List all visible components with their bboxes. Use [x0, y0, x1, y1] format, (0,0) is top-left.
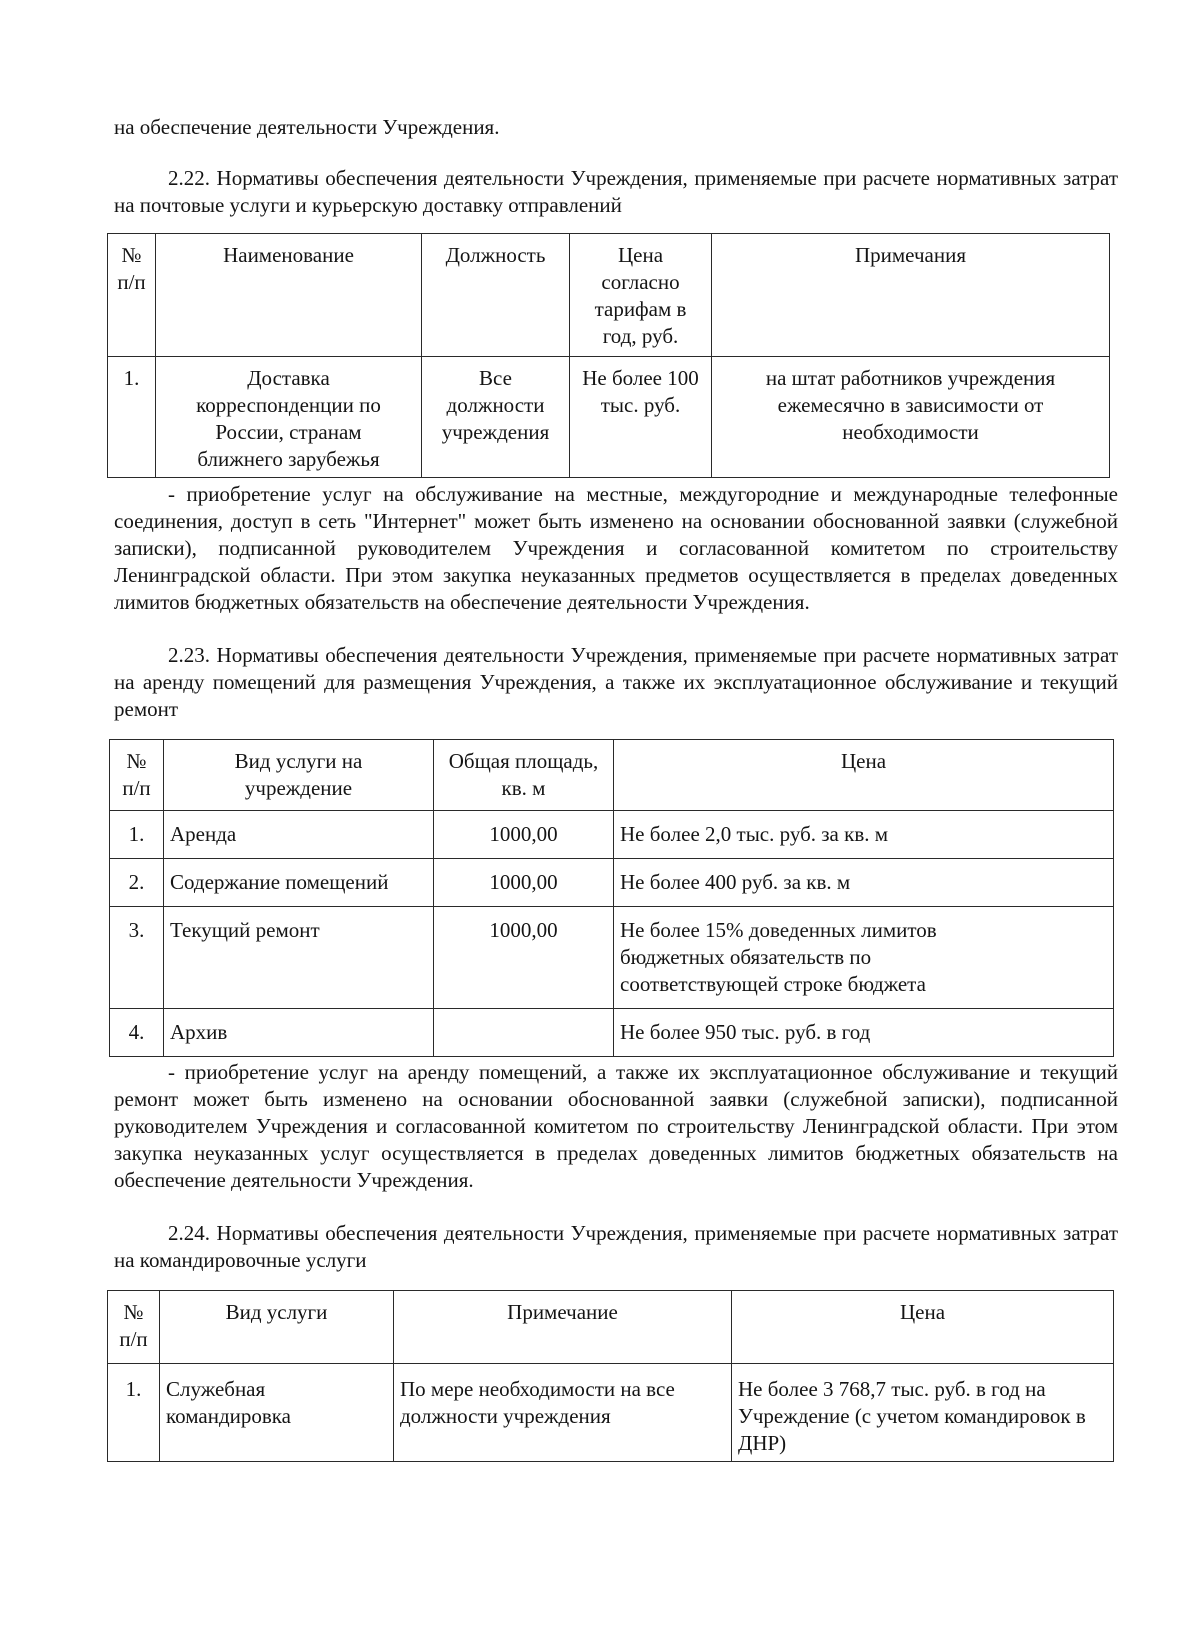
table-cell: 3.: [110, 907, 164, 1009]
table-header-row: [108, 1291, 1114, 1364]
table-cell: Текущий ремонт: [164, 907, 434, 1009]
table-cell: на штат работников учреждения ежемесячно в зависимости от необходимости: [712, 357, 1110, 478]
header-cell: Вид услуги: [160, 1291, 394, 1364]
postal-services-table: [107, 233, 1110, 478]
header-cell: Должность: [422, 234, 570, 357]
table-cell: Архив: [164, 1009, 434, 1057]
table-header-row: [110, 740, 1114, 811]
table-cell: 1000,00: [434, 907, 614, 1009]
table-cell: Не более 15% доведенных лимитов бюджетных обязательств по соответствующей строке бюджета: [614, 907, 1114, 1009]
table-cell: [434, 1009, 614, 1057]
intro-line: на обеспечение деятельности Учреждения.: [114, 115, 500, 139]
header-cell: Наименование: [156, 234, 422, 357]
section-224-heading: 2.24. Нормативы обеспечения деятельности Учреждения, применяемые при расчете нормативных затрат на командировочные услуги: [114, 1221, 1118, 1272]
table-cell: 1.: [108, 357, 156, 478]
header-cell: Примечание: [394, 1291, 732, 1364]
table-row: [110, 1009, 1114, 1057]
table-cell: 4.: [110, 1009, 164, 1057]
table-cell: Не более 2,0 тыс. руб. за кв. м: [614, 811, 1114, 859]
business-trip-table: [107, 1290, 1114, 1462]
table-cell: Аренда: [164, 811, 434, 859]
table-cell: По мере необходимости на все должности учреждения: [394, 1364, 732, 1462]
table-cell: Не более 100 тыс. руб.: [570, 357, 712, 478]
document-page: [114, 114, 1118, 1462]
table-cell: Служебная командировка: [160, 1364, 394, 1462]
header-cell: Вид услуги на учреждение: [164, 740, 434, 811]
table-cell: 1000,00: [434, 811, 614, 859]
table-header-row: [108, 234, 1110, 357]
header-cell: Примечания: [712, 234, 1110, 357]
table-cell: Не более 950 тыс. руб. в год: [614, 1009, 1114, 1057]
header-cell: Цена: [614, 740, 1114, 811]
table-cell: 1000,00: [434, 859, 614, 907]
header-cell: № п/п: [108, 234, 156, 357]
table-cell: Не более 3 768,7 тыс. руб. в год на Учреждение (с учетом командировок в ДНР): [732, 1364, 1114, 1462]
header-cell: Цена: [732, 1291, 1114, 1364]
table-row: [108, 1364, 1114, 1462]
section-222-note: - приобретение услуг на обслуживание на местные, междугородние и международные телефонные соединения, доступ в сеть "Интернет" может быть изменено на основании обоснованной заявки (служебной записки), подписанной руководителем Учреждения и согласованной комитетом по строительству Ленинградской области. При этом закупка неуказанных предметов осуществляется в пределах доведенных лимитов бюджетных обязательств на обеспечение деятельности Учреждения.: [114, 482, 1118, 614]
table-row: [108, 357, 1110, 478]
table-row: [110, 811, 1114, 859]
table-row: [110, 907, 1114, 1009]
table-cell: Доставка корреспонденции по России, странам ближнего зарубежья: [156, 357, 422, 478]
table-cell: Содержание помещений: [164, 859, 434, 907]
table-cell: 2.: [110, 859, 164, 907]
table-cell: 1.: [108, 1364, 160, 1462]
table-cell: Не более 400 руб. за кв. м: [614, 859, 1114, 907]
section-223-heading: 2.23. Нормативы обеспечения деятельности Учреждения, применяемые при расчете нормативных затрат на аренду помещений для размещения Учреждения, а также их эксплуатационное обслуживание и текущий ремонт: [114, 643, 1118, 721]
header-cell: № п/п: [108, 1291, 160, 1364]
premises-rent-table: [109, 739, 1114, 1057]
table-cell: 1.: [110, 811, 164, 859]
header-cell: Общая площадь, кв. м: [434, 740, 614, 811]
header-cell: № п/п: [110, 740, 164, 811]
header-cell: Цена согласно тарифам в год, руб.: [570, 234, 712, 357]
section-222-heading: 2.22. Нормативы обеспечения деятельности Учреждения, применяемые при расчете нормативных затрат на почтовые услуги и курьерскую доставку отправлений: [114, 166, 1118, 217]
table-cell: Все должности учреждения: [422, 357, 570, 478]
section-223-note: - приобретение услуг на аренду помещений, а также их эксплуатационное обслуживание и текущий ремонт может быть изменено на основании обоснованной заявки (служебной записки), подписанной руководителем Учреждения и согласованной комитетом по строительству Ленинградской области. При этом закупка неуказанных услуг осуществляется в пределах доведенных лимитов бюджетных обязательств на обеспечение деятельности Учреждения.: [114, 1060, 1118, 1192]
table-row: [110, 859, 1114, 907]
